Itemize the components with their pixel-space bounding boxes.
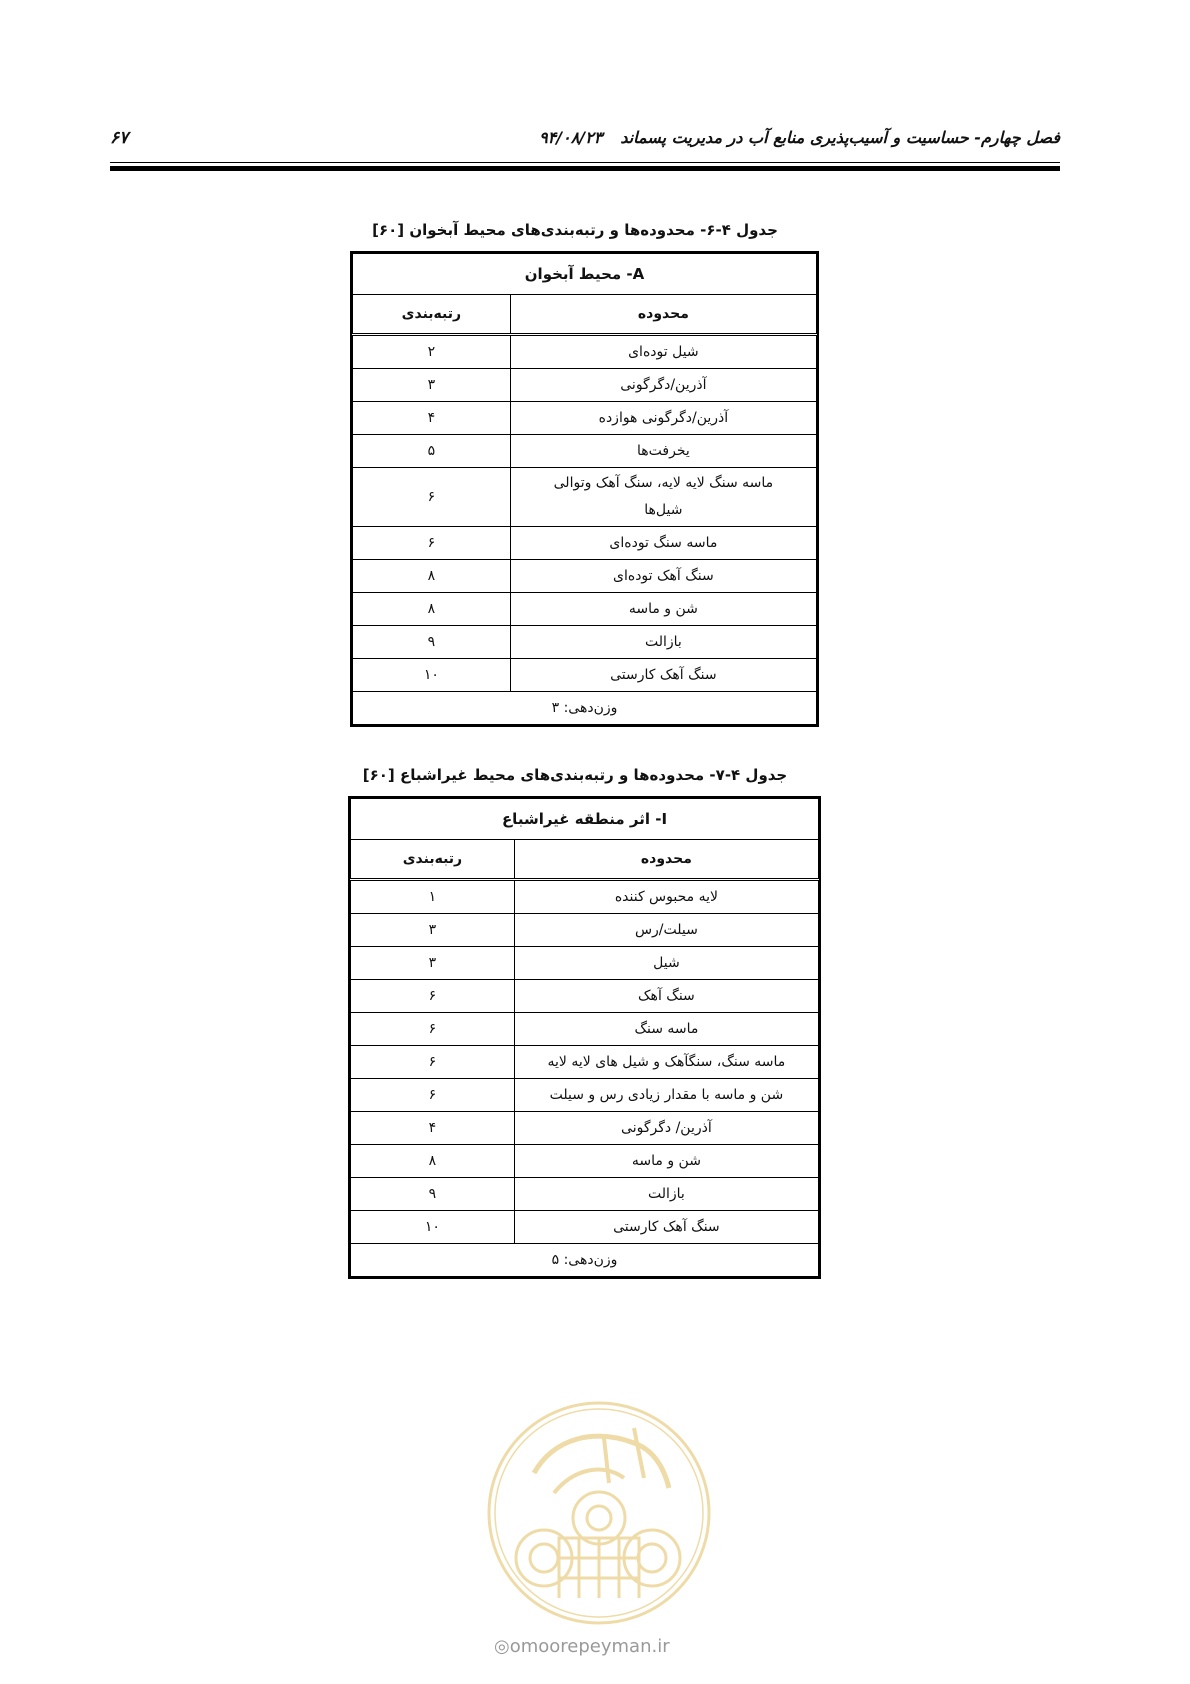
range-cell: شن و ماسه	[514, 1145, 818, 1178]
watermark-url	[494, 1636, 670, 1657]
table-row	[351, 1178, 819, 1211]
at-icon: ◎	[494, 1636, 510, 1657]
range-cell: آذرین/دگرگونی هوازده	[510, 402, 816, 435]
rating-cell: ۳	[351, 947, 515, 980]
table2-caption: جدول ۴-۷- محدوده‌ها و رتبه‌بندی‌های محیط غیراشباع [۶۰]	[362, 766, 788, 784]
table1-weight: وزن‌دهی: ۳	[353, 692, 817, 725]
rating-cell: ۹	[351, 1178, 515, 1211]
range-cell: ماسه سنگ لایه لایه، سنگ آهک وتوالی شیل‌ها	[510, 468, 816, 527]
rating-cell: ۶	[351, 1046, 515, 1079]
rating-cell: ۶	[351, 1013, 515, 1046]
range-cell: سنگ آهک کارستی	[510, 659, 816, 692]
range-cell: ماسه سنگ توده‌ای	[510, 527, 816, 560]
table-row	[351, 980, 819, 1013]
table-row	[351, 1013, 819, 1046]
table-row	[351, 1046, 819, 1079]
range-cell: شیل	[514, 947, 818, 980]
table2-weight: وزن‌دهی: ۵	[351, 1244, 819, 1277]
header-date: ۹۴/۰۸/۲۳	[539, 128, 603, 147]
rating-cell: ۶	[351, 980, 515, 1013]
range-cell: شن و ماسه با مقدار زیادی رس و سیلت	[514, 1079, 818, 1112]
table-row	[353, 593, 817, 626]
range-cell: سنگ آهک کارستی	[514, 1211, 818, 1244]
table2-col-range: محدوده	[514, 840, 818, 880]
chapter-title	[539, 128, 1060, 147]
range-cell: لایه محبوس کننده	[514, 880, 818, 914]
table-row	[351, 1112, 819, 1145]
rating-cell: ۱	[351, 880, 515, 914]
range-cell: شن و ماسه	[510, 593, 816, 626]
rating-cell: ۶	[353, 527, 511, 560]
table-row	[351, 947, 819, 980]
rating-cell: ۱۰	[353, 659, 511, 692]
rating-cell: ۵	[353, 435, 511, 468]
rating-cell: ۶	[351, 1079, 515, 1112]
table1-title: A- محیط آبخوان	[353, 254, 817, 295]
table-row	[353, 659, 817, 692]
table1-col-rating: رتبه‌بندی	[353, 295, 511, 335]
range-cell: آذرین/دگرگونی	[510, 369, 816, 402]
rating-cell: ۴	[353, 402, 511, 435]
table-row	[351, 914, 819, 947]
table1-col-range: محدوده	[510, 295, 816, 335]
rating-cell: ۳	[353, 369, 511, 402]
range-cell: شیل توده‌ای	[510, 335, 816, 369]
range-cell: آذرین/ دگرگونی	[514, 1112, 818, 1145]
table2	[350, 798, 819, 1277]
rating-cell: ۲	[353, 335, 511, 369]
table-row	[353, 468, 817, 527]
table2-col-rating: رتبه‌بندی	[351, 840, 515, 880]
table-row	[353, 369, 817, 402]
range-cell: سنگ آهک	[514, 980, 818, 1013]
table-row	[351, 1211, 819, 1244]
range-cell: یخرفت‌ها	[510, 435, 816, 468]
table-row	[353, 560, 817, 593]
rating-cell: ۸	[351, 1145, 515, 1178]
table-row	[351, 880, 819, 914]
table1-caption: جدول ۴-۶- محدوده‌ها و رتبه‌بندی‌های محیط آبخوان [۶۰]	[372, 221, 778, 239]
table-row	[353, 402, 817, 435]
watermark-site: omoorepeyman.ir	[509, 1636, 670, 1657]
chapter-title-text: فصل چهارم- حساسیت و آسیب‌پذیری منابع آب در مدیریت پسماند	[620, 128, 1060, 147]
range-cell: بازالت	[514, 1178, 818, 1211]
range-cell: سیلت/رس	[514, 914, 818, 947]
rating-cell: ۸	[353, 593, 511, 626]
table-row	[351, 1079, 819, 1112]
table-row	[351, 1145, 819, 1178]
range-cell: ماسه سنگ	[514, 1013, 818, 1046]
header-rule-thick	[110, 166, 1060, 171]
table-row	[353, 335, 817, 369]
table1	[352, 253, 817, 725]
rating-cell: ۴	[351, 1112, 515, 1145]
rating-cell: ۱۰	[351, 1211, 515, 1244]
table-row	[353, 527, 817, 560]
rating-cell: ۸	[353, 560, 511, 593]
table2-title: I- اثر منطقه غیراشباع	[351, 799, 819, 840]
range-cell: ماسه سنگ، سنگآهک و شیل های لایه لایه	[514, 1046, 818, 1079]
header-rule-thin	[110, 162, 1060, 163]
rating-cell: ۹	[353, 626, 511, 659]
table-row	[353, 435, 817, 468]
range-cell: سنگ آهک توده‌ای	[510, 560, 816, 593]
page-number: ۶۷	[110, 128, 129, 148]
omoorepeyman-logo-watermark	[484, 1398, 714, 1628]
rating-cell: ۶	[353, 468, 511, 527]
range-cell: بازالت	[510, 626, 816, 659]
table-row	[353, 626, 817, 659]
rating-cell: ۳	[351, 914, 515, 947]
